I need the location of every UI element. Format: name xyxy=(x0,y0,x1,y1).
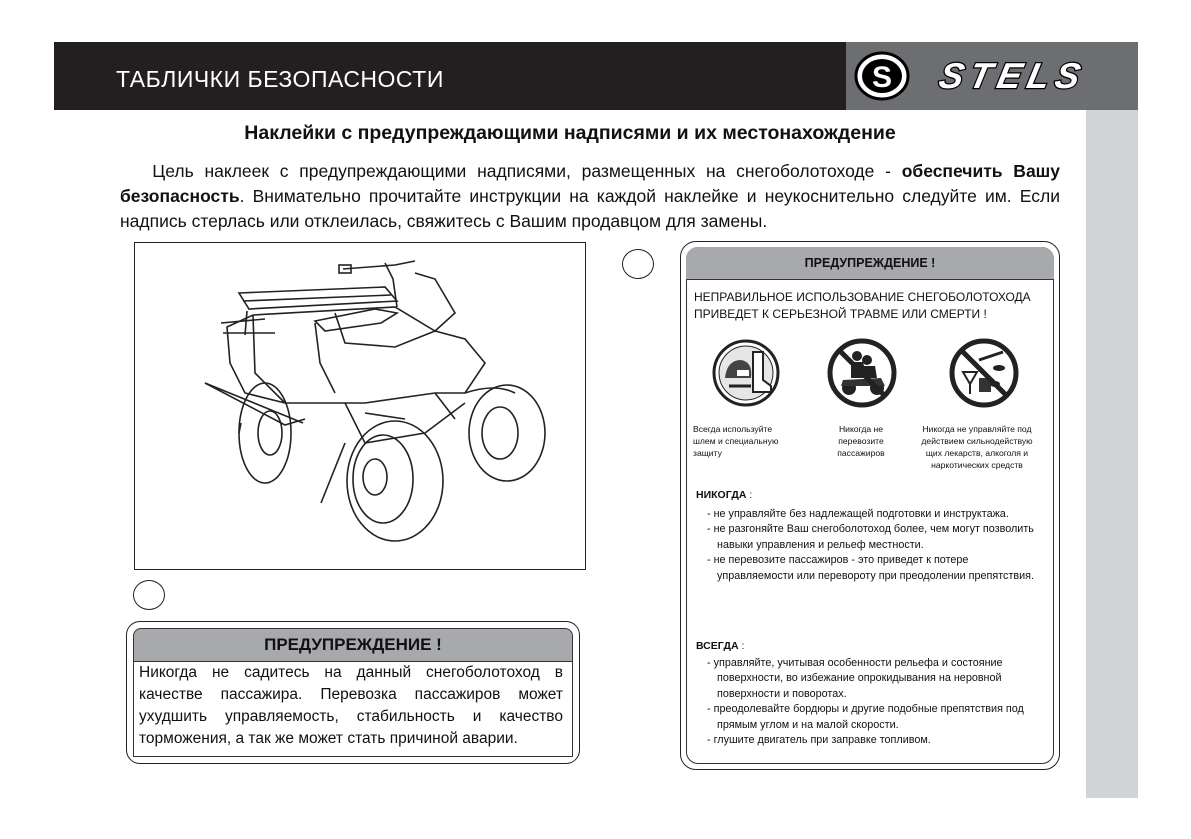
page-header-title: ТАБЛИЧКИ БЕЗОПАСНОСТИ xyxy=(116,66,444,92)
intro-paragraph xyxy=(120,159,1060,234)
pictogram-caption-1 xyxy=(693,423,797,459)
caption-line: защиту xyxy=(693,448,722,458)
section-subtitle: Наклейки с предупреждающими надписями и их местонахождение xyxy=(244,122,896,144)
warning-heading: НЕПРАВИЛЬНОЕ ИСПОЛЬЗОВАНИЕ СНЕГОБОЛОТОХОДА ПРИВЕДЕТ К СЕРЬЕЗНОЙ ТРАВМЕ ИЛИ СМЕРТИ ! xyxy=(694,290,1031,321)
helmet-boot-icon xyxy=(711,338,781,408)
list-item: - не разгоняйте Ваш снегоболотоход более, чем могут позволить навыки управления и рельеф местности. xyxy=(707,523,1034,551)
never-list xyxy=(707,507,1041,584)
no-alcohol-drugs-icon xyxy=(949,338,1019,408)
list-item: - не перевозите пассажиров - это приведет к потере управляемости или перевороту при преодолении препятствия. xyxy=(707,554,1035,582)
header-bar xyxy=(54,42,1138,110)
warning-title: ПРЕДУПРЕЖДЕНИЕ ! xyxy=(686,247,1054,280)
atv-drawing-icon xyxy=(135,243,585,569)
stels-logo-icon xyxy=(846,42,1138,110)
caption-line: Никогда не xyxy=(838,424,884,434)
caption-line: Всегда используйте xyxy=(693,424,773,434)
caption-line: пассажиров xyxy=(837,448,885,458)
pictogram-caption-3 xyxy=(907,423,1047,471)
caption-line: наркотических средств xyxy=(931,460,1023,470)
intro-text-bold: обеспечить Вашу безопасность xyxy=(120,161,1060,206)
caption-line: действием сильнодействую xyxy=(921,436,1033,446)
atv-illustration xyxy=(134,242,586,570)
side-strip xyxy=(1086,110,1138,798)
warning-label-main xyxy=(680,241,1060,770)
intro-text-end: . Внимательно прочитайте инструкции на каждой наклейке и неукоснительно следуйте им. Если надпись стерлась или отклеилась, свяжитесь с Вашим продавцом для замены. xyxy=(120,186,1060,231)
caption-line: Никогда не управляйте под xyxy=(922,424,1032,434)
list-item: - управляйте, учитывая особенности рельефа и состояние поверхности, во избежание опрокидывания на неровной поверхности и поворотах. xyxy=(707,657,1003,700)
never-title: НИКОГДА xyxy=(696,489,747,501)
logo-wordmark: STELS xyxy=(935,55,1091,96)
never-section-title: НИКОГДА : xyxy=(696,489,753,501)
pictogram-caption-2 xyxy=(815,423,907,459)
warning-text: Никогда не садитесь на данный снегоболотоход в качестве пассажира. Перевозка пассажиров может ухудшить управляемость, стабильность и качество торможения, а так же может стать причиной аварии. xyxy=(139,664,563,747)
caption-line: щих лекарств, алкоголя и xyxy=(925,448,1029,458)
intro-text-start: Цель наклеек с предупреждающими надписями, размещенных на снегоболотоходе - xyxy=(152,161,902,181)
list-item: - глушите двигатель при заправке топливом. xyxy=(707,734,931,747)
marker-circle-right xyxy=(622,249,654,279)
warning-label-passenger xyxy=(126,621,580,764)
caption-line: перевозите xyxy=(838,436,884,446)
list-item: - не управляйте без надлежащей подготовки и инструктажа. xyxy=(707,508,1009,520)
always-title: ВСЕГДА xyxy=(696,640,739,652)
marker-circle-left xyxy=(133,580,165,610)
warning-title: ПРЕДУПРЕЖДЕНИЕ ! xyxy=(133,628,573,662)
always-section-title: ВСЕГДА : xyxy=(696,640,745,652)
list-item: - преодолевайте бордюры и другие подобные препятствия под прямым углом и на малой скорости. xyxy=(707,703,1024,731)
no-passengers-icon xyxy=(827,338,897,408)
always-list xyxy=(707,656,1041,748)
caption-line: шлем и специальную xyxy=(693,436,779,446)
brand-logo xyxy=(846,42,1138,110)
logo-letter: S xyxy=(871,61,893,94)
